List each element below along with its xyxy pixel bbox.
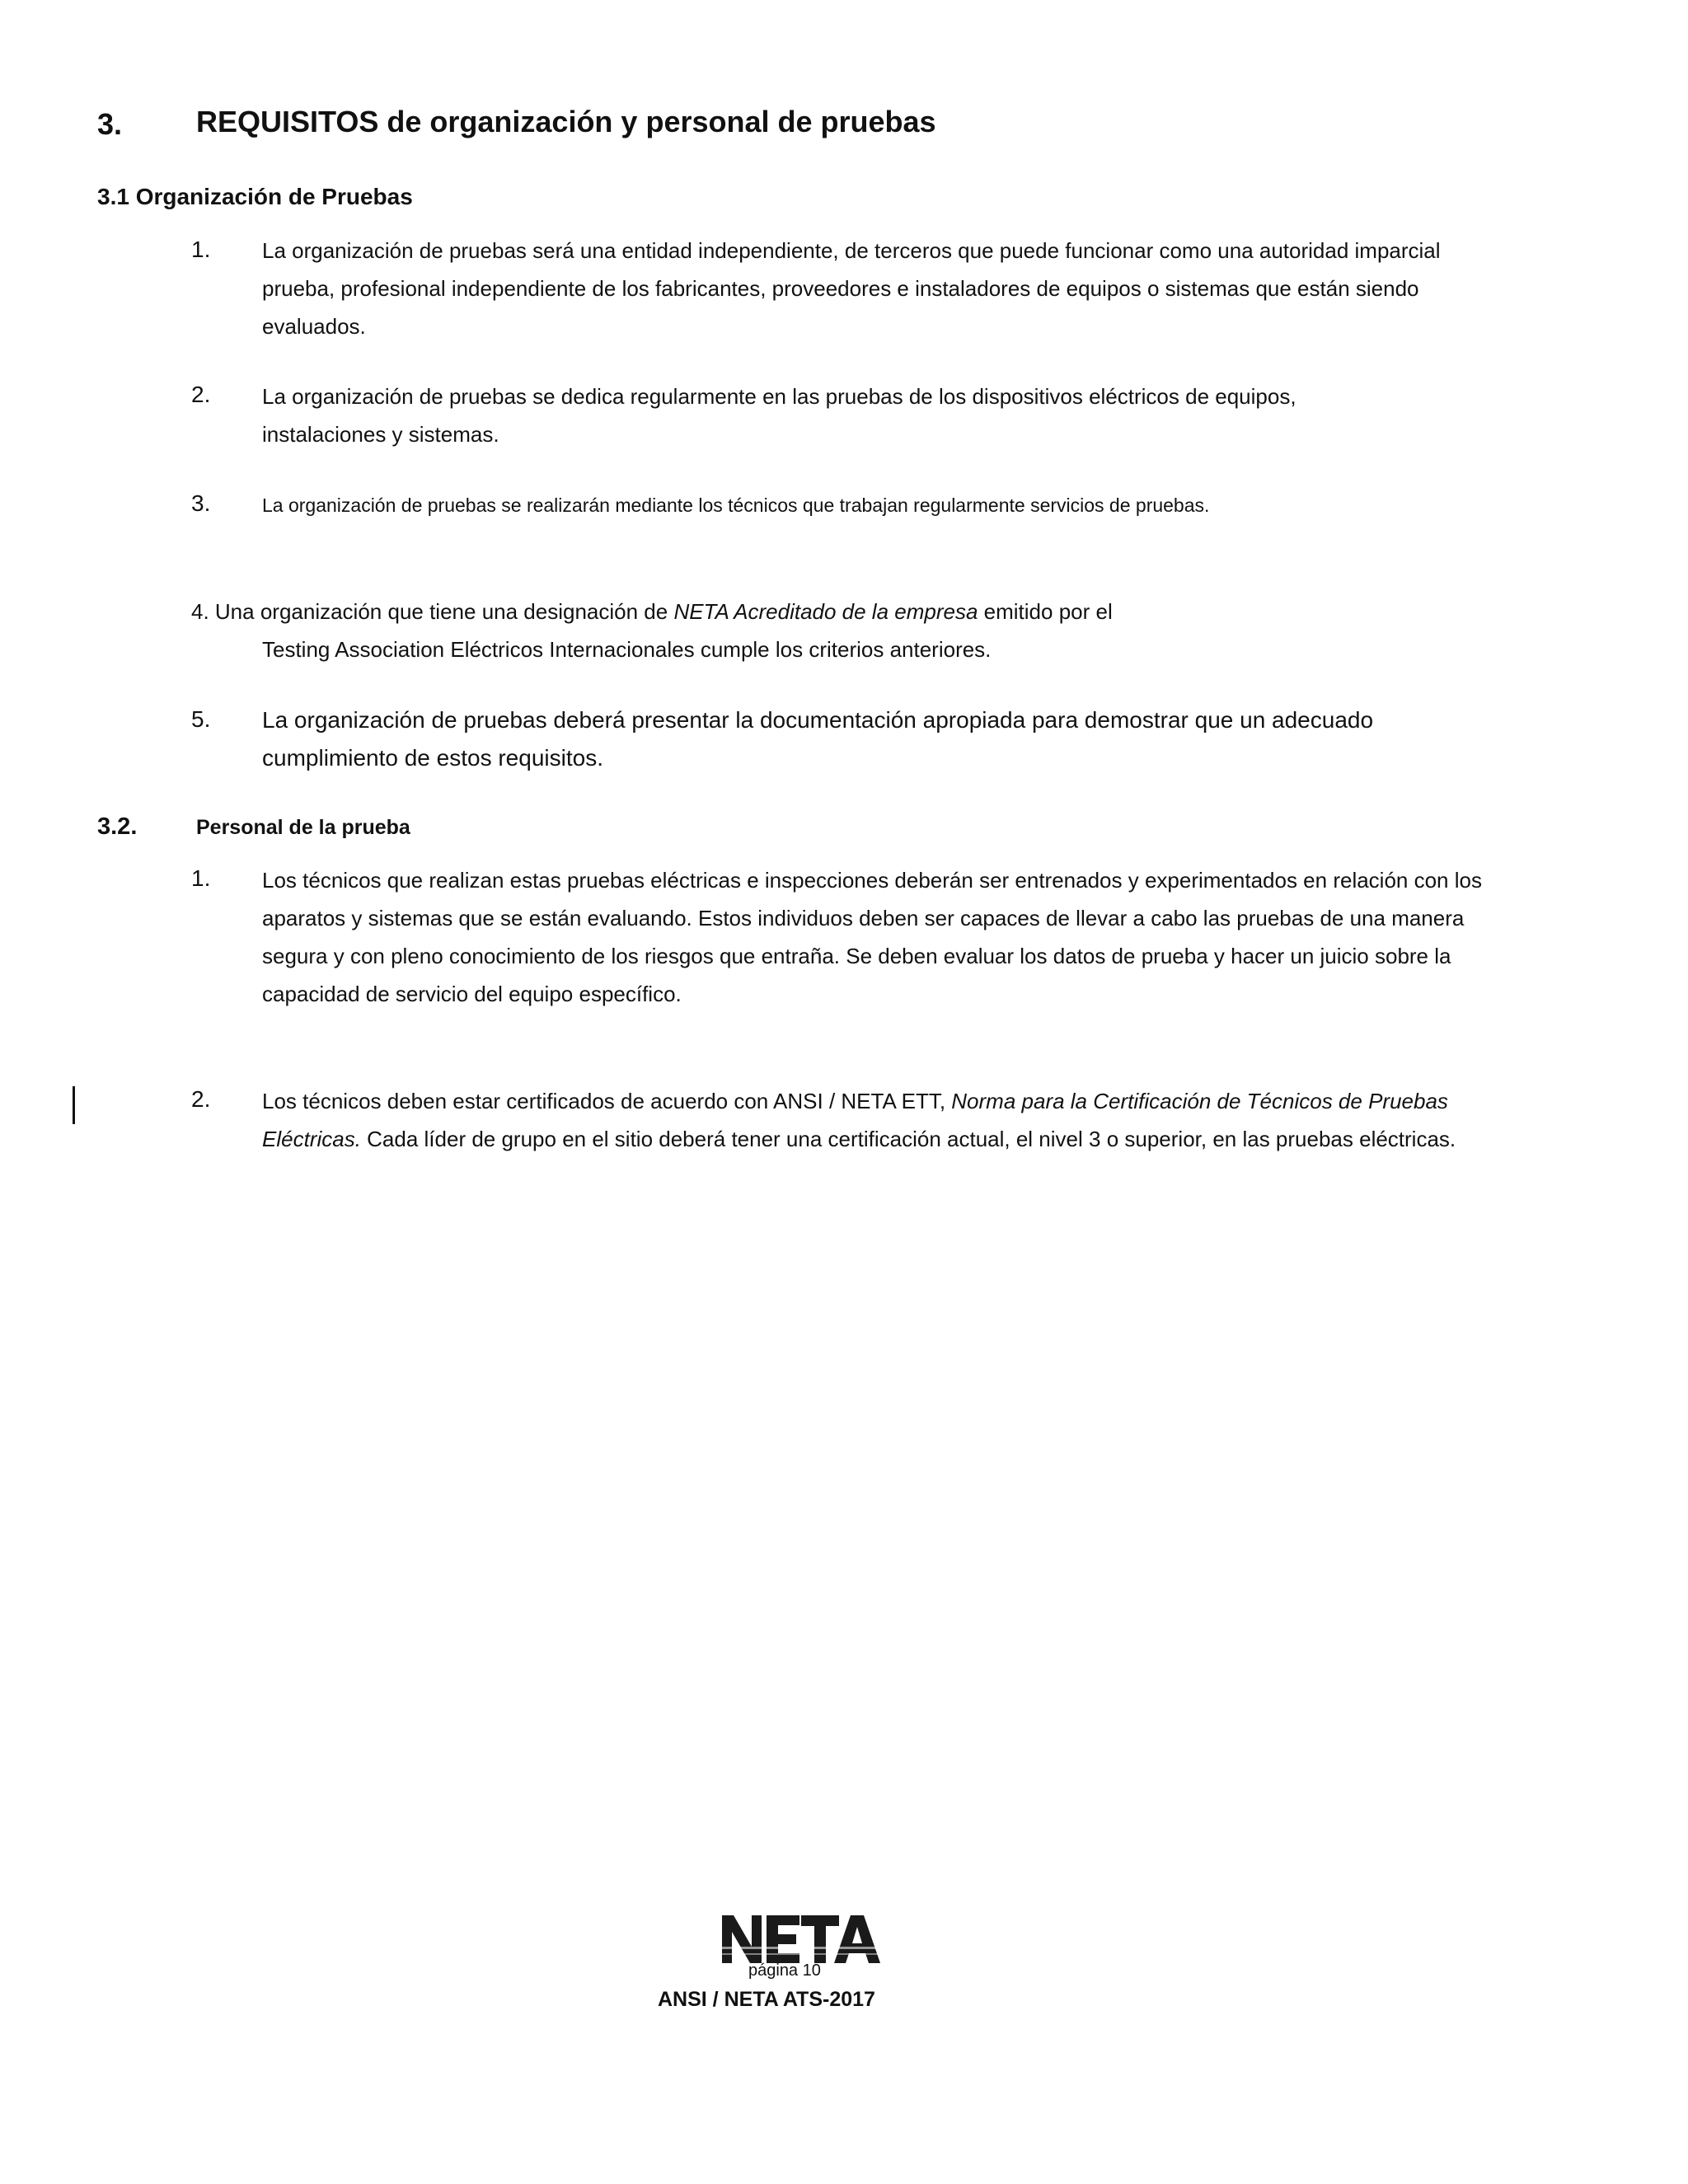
list-item-text — [262, 377, 1614, 453]
text-line: La organización de pruebas será una entidad independiente, de terceros que puede funcionar como una autoridad imparcial — [262, 238, 1441, 263]
list-item-text — [262, 701, 1614, 777]
text-segment: 4. Una organización que tiene una designación de — [191, 599, 674, 624]
neta-logo — [719, 1910, 884, 1968]
text-segment: Cada líder de grupo en el sitio deberá tener una certificación actual, el nivel 3 o superior, en las pruebas eléctricas. — [360, 1127, 1456, 1151]
list-item-number: 1. — [191, 237, 211, 262]
text-line: La organización de pruebas se realizarán mediante los técnicos que trabajan regularmente servicios de pruebas. — [262, 494, 1210, 516]
text-line: segura y con pleno conocimiento de los riesgos que entraña. Se deben evaluar los datos de prueba y hacer un juicio sobre la — [262, 944, 1451, 968]
text-line: capacidad de servicio del equipo específico. — [262, 982, 682, 1006]
list-item-number: 2. — [191, 382, 211, 407]
section-number: 3. — [97, 107, 123, 141]
italic-segment: Norma para la Certificación de Técnicos de Pruebas — [951, 1089, 1448, 1113]
italic-segment: Eléctricas. — [262, 1127, 361, 1151]
list-item-number: 3. — [191, 490, 211, 516]
text-line: prueba, profesional independiente de los fabricantes, proveedores e instaladores de equipos o sistemas que están siendo — [262, 276, 1419, 301]
list-item-text — [191, 593, 1113, 630]
text-line: Los técnicos que realizan estas pruebas eléctricas e inspecciones deberán ser entrenados y experimentados en relación con los — [262, 868, 1482, 893]
list-item-text — [262, 1082, 1614, 1158]
subsection-number: 3.2. — [97, 813, 138, 840]
subsection-heading: 3.1 Organización de Pruebas — [97, 184, 413, 209]
text-line: La organización de pruebas deberá presentar la documentación apropiada para demostrar que un adecuado — [262, 707, 1374, 733]
list-item-text — [262, 486, 1614, 524]
text-line — [262, 1082, 1614, 1120]
text-line: cumplimiento de estos requisitos. — [262, 745, 603, 771]
text-line: Testing Association Eléctricos Internacionales cumple los criterios anteriores. — [262, 637, 992, 662]
list-item-number: 1. — [191, 865, 211, 891]
text-segment: emitido por el — [978, 599, 1113, 624]
text-line: instalaciones y sistemas. — [262, 422, 499, 447]
list-item-number: 2. — [191, 1086, 211, 1112]
revision-change-bar — [73, 1086, 75, 1124]
italic-segment: NETA Acreditado de la empresa — [673, 599, 978, 624]
list-item-text — [262, 861, 1614, 1013]
section-title: REQUISITOS de organización y personal de pruebas — [196, 105, 936, 138]
list-item-text — [262, 232, 1614, 345]
list-item-number: 5. — [191, 706, 211, 732]
page-number: página 10 — [748, 1961, 821, 1980]
text-line: La organización de pruebas se dedica regularmente en las pruebas de los dispositivos eléctricos de equipos, — [262, 384, 1296, 409]
text-line: evaluados. — [262, 314, 366, 339]
subsection-title: Personal de la prueba — [196, 816, 410, 839]
text-line: aparatos y sistemas que se están evaluando. Estos individuos deben ser capaces de llevar a cabo las pruebas de una manera — [262, 906, 1465, 930]
text-segment: Los técnicos deben estar certificados de acuerdo con ANSI / NETA ETT, — [262, 1089, 952, 1113]
document-id: ANSI / NETA ATS-2017 — [658, 1988, 875, 2011]
text-line — [262, 1120, 1614, 1158]
